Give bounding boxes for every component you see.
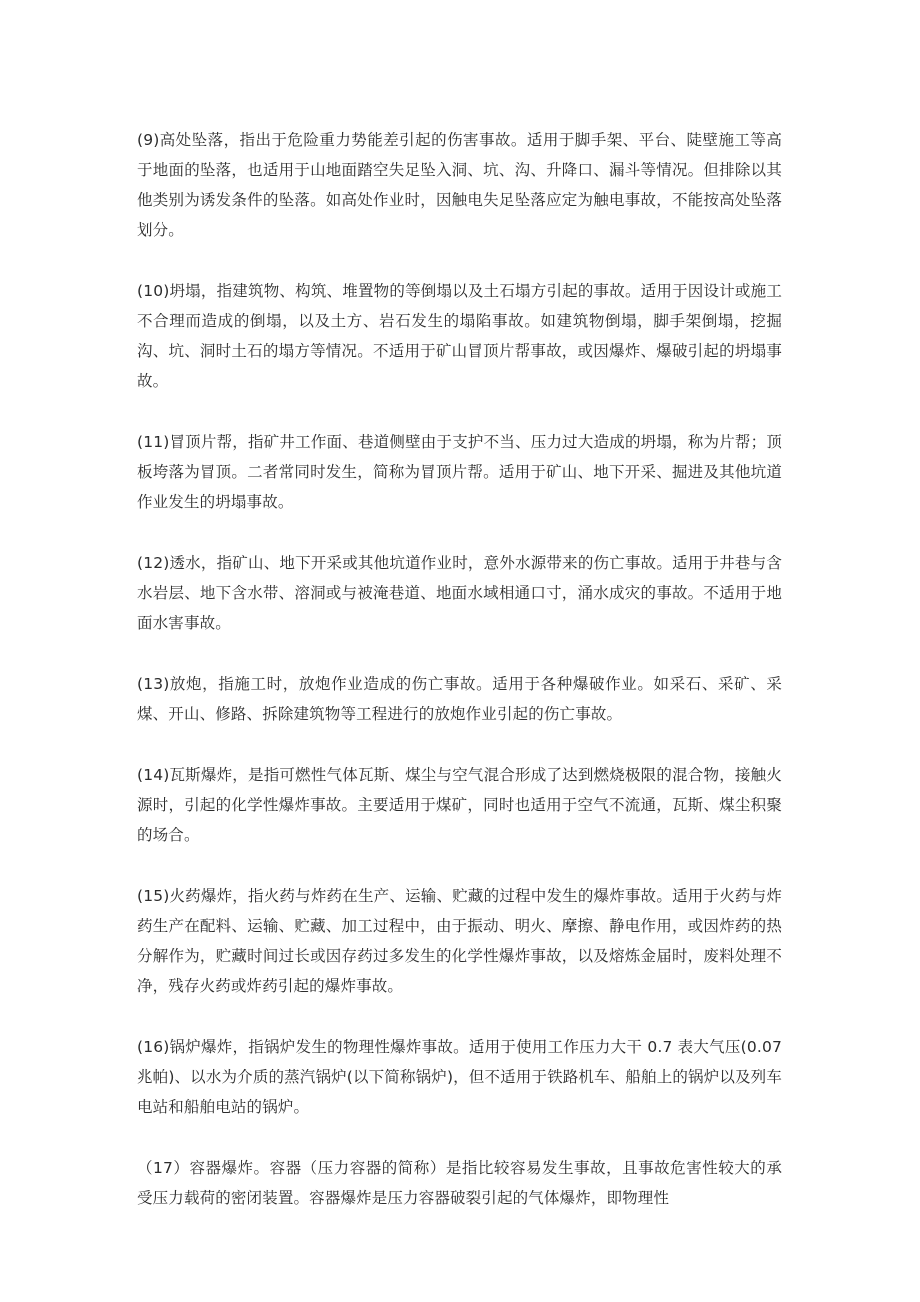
paragraph-17-vessel-explosion: （17）容器爆炸。容器（压力容器的简称）是指比较容易发生事故，且事故危害性较大的承受压力载荷的密闭装置。容器爆炸是压力容器破裂引起的气体爆炸，即物理性 xyxy=(137,1159,782,1207)
document-body xyxy=(137,125,782,1213)
paragraph-11-roof-fall: (11)冒顶片帮，指矿井工作面、巷道侧壁由于支护不当、压力过大造成的坍塌，称为片帮；顶板垮落为冒顶。二者常同时发生，简称为冒顶片帮。适用于矿山、地下开采、掘进及其他坑道作业发生的坍塌事故。 xyxy=(137,433,782,511)
paragraph-16-boiler-explosion: (16)锅炉爆炸，指锅炉发生的物理性爆炸事故。适用于使用工作压力大干 0.7 表大气压(0.07 兆帕)、以水为介质的蒸汽锅炉(以下简称锅炉)，但不适用于铁路机车、船舶上的锅炉以及列车电站和船舶电站的锅炉。 xyxy=(137,1038,782,1116)
paragraph-9-fall-from-height: (9)高处坠落，指出于危险重力势能差引起的伤害事故。适用于脚手架、平台、陡壁施工等高于地面的坠落，也适用于山地面踏空失足坠入洞、坑、沟、升降口、漏斗等情况。但排除以其他类别为诱发条件的坠落。如高处作业时，因触电失足坠落应定为触电事故，不能按高处坠落划分。 xyxy=(137,131,782,239)
paragraph-10-collapse: (10)坍塌，指建筑物、构筑、堆置物的等倒塌以及土石塌方引起的事故。适用于因设计或施工不合理而造成的倒塌，以及土方、岩石发生的塌陷事故。如建筑物倒塌，脚手架倒塌，挖掘沟、坑、洞时土石的塌方等情况。不适用于矿山冒顶片帮事故，或因爆炸、爆破引起的坍塌事故。 xyxy=(137,282,782,390)
paragraph-12-water-inrush: (12)透水，指矿山、地下开采或其他坑道作业时，意外水源带来的伤亡事故。适用于井巷与含水岩层、地下含水带、溶洞或与被淹巷道、地面水域相通口寸，涌水成灾的事故。不适用于地面水害事故。 xyxy=(137,554,782,632)
paragraph-14-gas-explosion: (14)瓦斯爆炸，是指可燃性气体瓦斯、煤尘与空气混合形成了达到燃烧极限的混合物，接触火源时，引起的化学性爆炸事故。主要适用于煤矿，同时也适用于空气不流通，瓦斯、煤尘积聚的场合。 xyxy=(137,766,782,844)
paragraph-13-blasting: (13)放炮，指施工时，放炮作业造成的伤亡事故。适用于各种爆破作业。如采石、采矿、采煤、开山、修路、拆除建筑物等工程进行的放炮作业引起的伤亡事故。 xyxy=(137,675,782,723)
paragraph-15-explosives-explosion: (15)火药爆炸，指火药与炸药在生产、运输、贮藏的过程中发生的爆炸事故。适用于火药与炸药生产在配料、运输、贮藏、加工过程中，由于振动、明火、摩擦、静电作用，或因炸药的热分解作为，贮藏时间过长或因存药过多发生的化学性爆炸事故，以及熔炼金届时，废料处理不净，残存火药或炸药引起的爆炸事故。 xyxy=(137,887,782,995)
